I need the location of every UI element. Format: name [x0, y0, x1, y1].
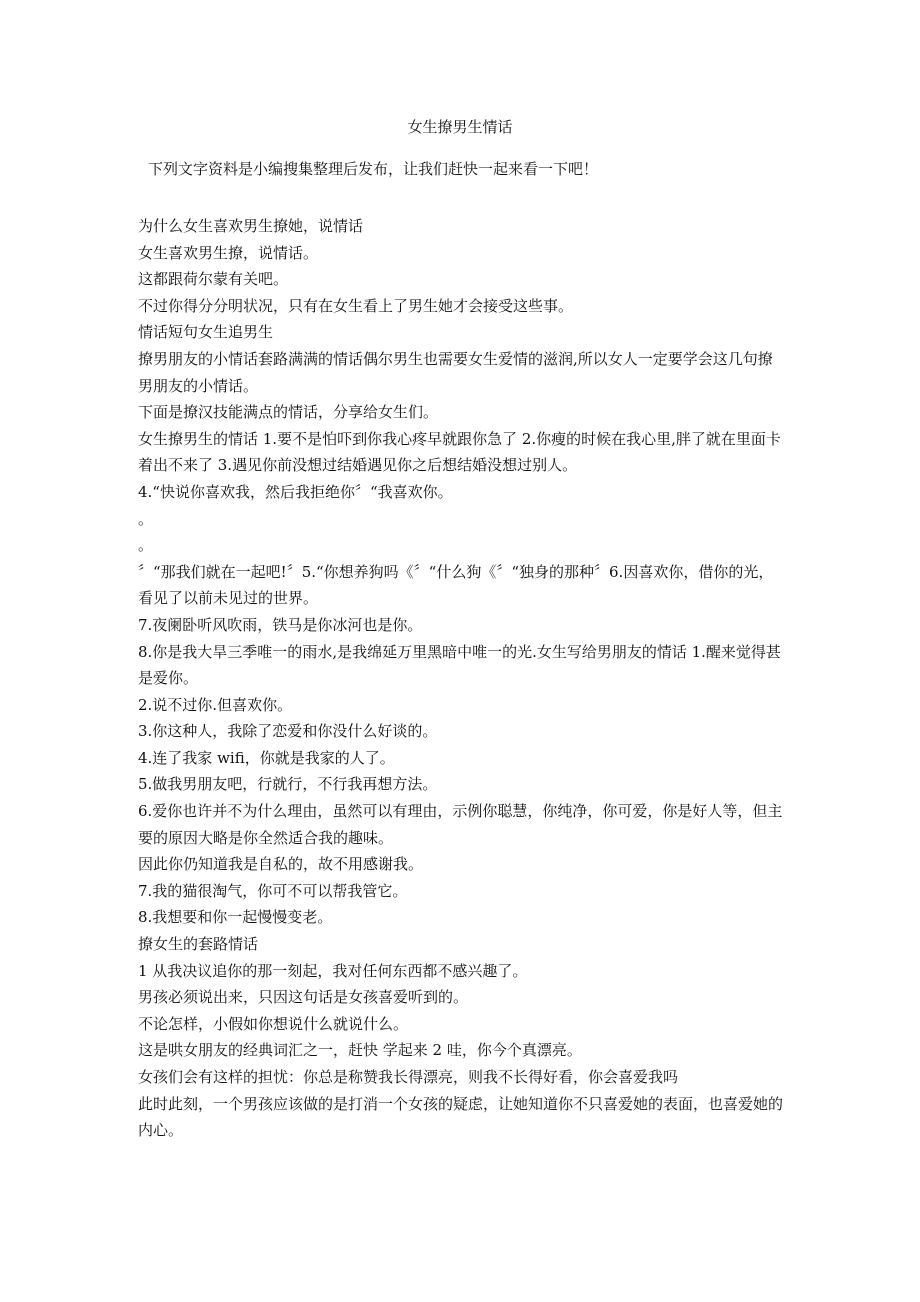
paragraph: 撩男朋友的小情话套路满满的情话偶尔男生也需要女生爱情的滋润,所以女人一定要学会这几句撩男朋友的小情话。 — [138, 349, 773, 395]
paragraph: 〞“那我们就在一起吧!〞5.“你想养狗吗《〞“什么狗《〞“独身的那种〞6.因喜欢你，借你的光，看见了以前未见过的世界。 — [138, 562, 774, 608]
paragraph: 。 — [138, 509, 154, 528]
paragraph: 女生喜欢男生撩，说情话。 — [138, 243, 319, 262]
paragraph: 不过你得分分明状况，只有在女生看上了男生她才会接受这些事。 — [138, 296, 574, 315]
paragraph: 因此你仍知道我是自私的，故不用感谢我。 — [138, 855, 424, 874]
paragraph: 8.我想要和你一起慢慢变老。 — [138, 908, 333, 927]
section-heading: 撩女生的套路情话 — [138, 935, 259, 954]
paragraph: 下面是撩汉技能满点的情话，分享给女生们。 — [138, 403, 439, 422]
paragraph: 不论怎样，小假如你想说什么就说什么。 — [138, 1014, 409, 1033]
paragraph: 3.你这种人，我除了恋爱和你没什么好谈的。 — [138, 722, 438, 741]
paragraph: 7.我的猫很淘气，你可不可以帮我管它。 — [138, 881, 408, 900]
document-title: 女生撩男生情话 — [407, 118, 513, 136]
paragraph: 6.爱你也许并不为什么理由，虽然可以有理由，示例你聪慧，你纯净，你可爱，你是好人等，但主要的原因大略是你全然适合我的趣味。 — [138, 802, 783, 847]
paragraph: 男孩必须说出来，只因这句话是女孩喜爱听到的。 — [138, 988, 469, 1007]
paragraph: 5.做我男朋友吧，行就行，不行我再想方法。 — [138, 775, 438, 794]
section-heading: 情话短句女生追男生 — [138, 323, 274, 342]
paragraph: 这都跟荷尔蒙有关吧。 — [138, 270, 289, 289]
paragraph: 。 — [138, 536, 154, 555]
document-body — [138, 213, 784, 1144]
paragraph: 女生撩男生的情话 1.要不是怕吓到你我心疼早就跟你急了 2.你瘦的时候在我心里,胖了就在里面卡着出不来了 3.遇见你前没想过结婚遇见你之后想结婚没想过别人。 — [138, 429, 781, 475]
paragraph: 2.说不过你.但喜欢你。 — [138, 695, 293, 714]
paragraph: 4.“快说你喜欢我，然后我拒绝你〞“我喜欢你。 — [138, 482, 453, 501]
paragraph: 此时此刻，一个男孩应该做的是打消一个女孩的疑虑，让她知道你不只喜爱她的表面，也喜爱她的内心。 — [138, 1094, 784, 1140]
paragraph: 为什么女生喜欢男生撩她，说情话 — [138, 217, 364, 235]
paragraph: 8.你是我大旱三季唯一的雨水,是我绵延万里黑暗中唯一的光.女生写给男朋友的情话 1.醒来觉得甚是爱你。 — [138, 642, 781, 688]
document-intro: 下列文字资料是小编搜集整理后发布，让我们赶快一起来看一下吧！ — [148, 160, 599, 178]
paragraph: 4.连了我家 wifi，你就是我家的人了。 — [138, 748, 395, 767]
paragraph: 7.夜阑卧听风吹雨，铁马是你冰河也是你。 — [138, 615, 423, 634]
paragraph: 这是哄女朋友的经典词汇之一，赶快 学起来 2 哇，你今个真漂亮。 — [138, 1041, 582, 1060]
paragraph: 女孩们会有这样的担忧：你总是称赞我长得漂亮，则我不长得好看，你会喜爱我吗 — [138, 1068, 679, 1086]
paragraph: 1 从我决议追你的那一刻起，我对任何东西都不感兴趣了。 — [138, 961, 528, 980]
